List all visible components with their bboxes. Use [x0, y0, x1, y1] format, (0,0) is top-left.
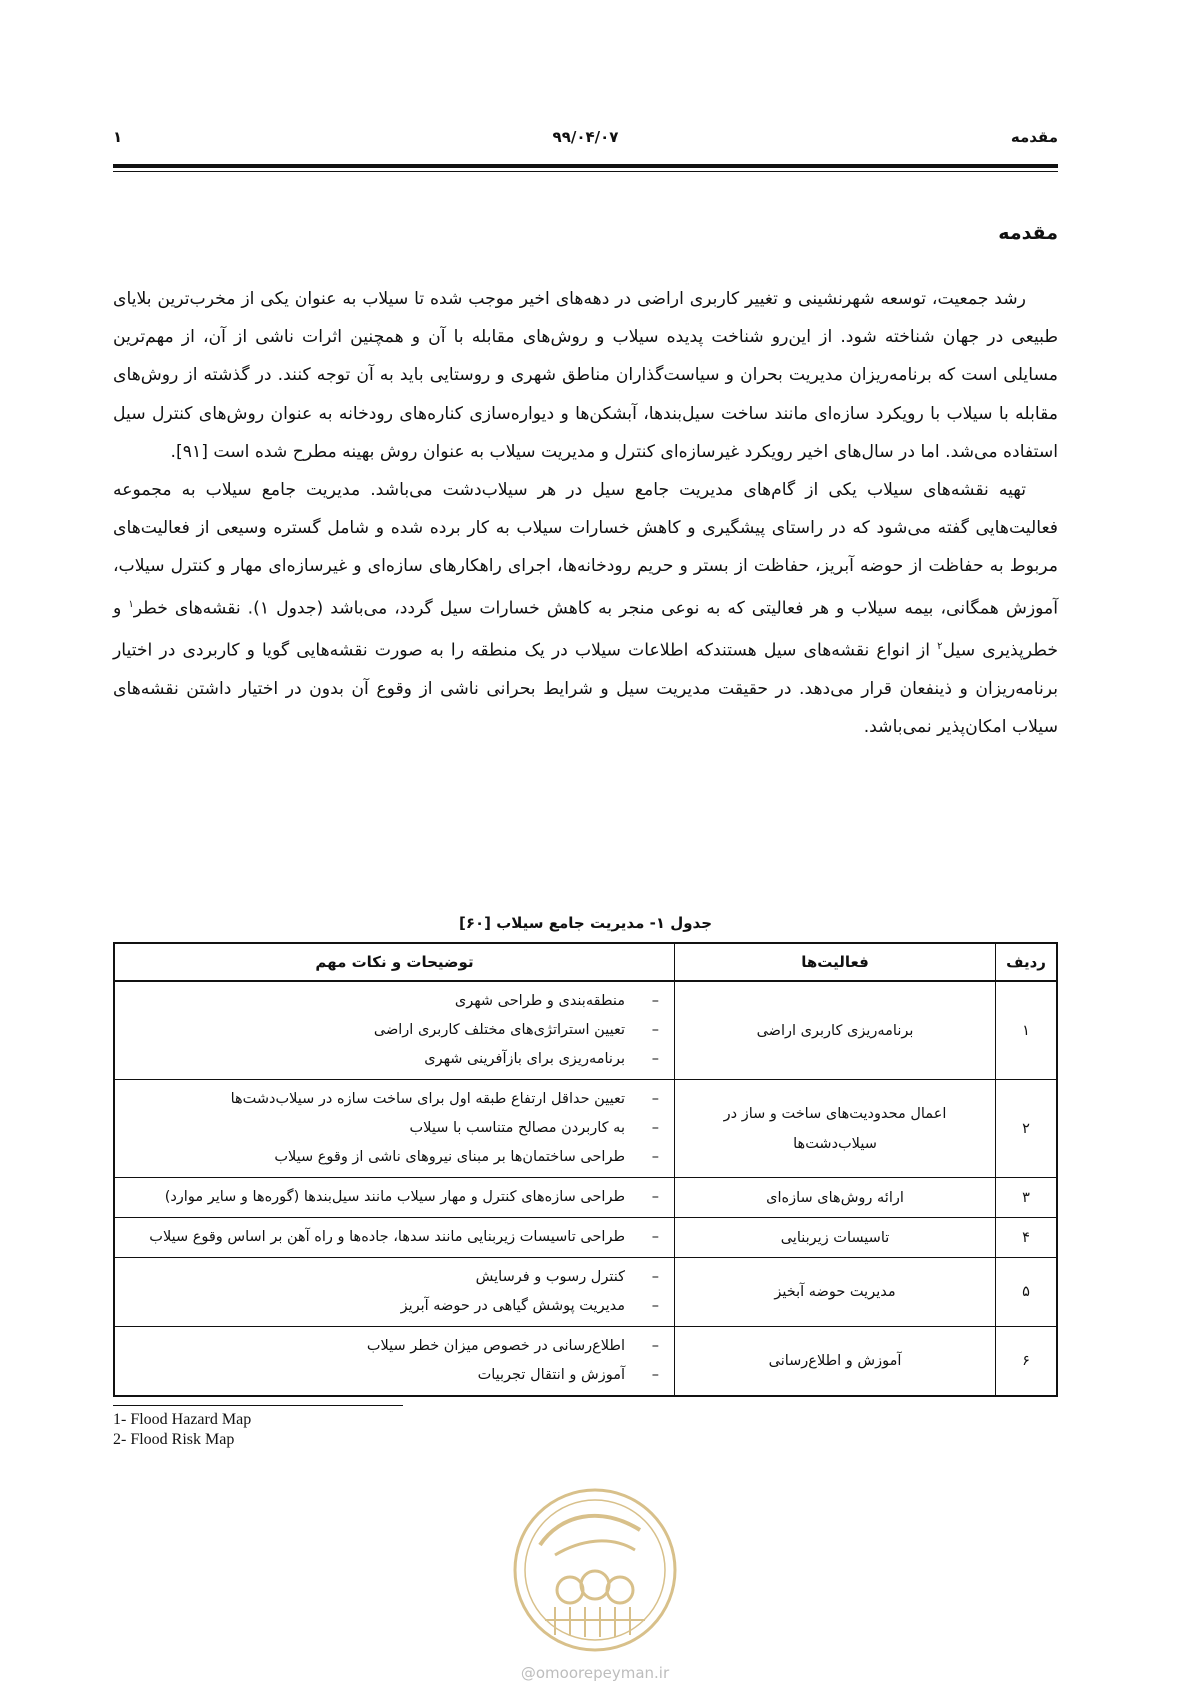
- row-activity: ارائه روش‌های سازه‌ای: [675, 1178, 996, 1218]
- footnote-2: 2- Flood Risk Map: [113, 1431, 235, 1448]
- paragraph-2-part-1: تهیه نقشه‌های سیلاب یکی از گام‌های مدیریت جامع سیل در هر سیلاب‌دشت می‌باشد. مدیریت جامع سیلاب به مجموعه فعالیت‌هایی گفته می‌شود که در راستای پیشگیری و کاهش خسارات سیلاب به کار برده شده و شامل گستره وسیعی از فعالیت‌های مربوط به حفاظت از حوضه آبریز، حفاظت از بستر و حریم رودخانه‌ها، اجرای راهکارهای سازه‌ای و غیرسازه‌ای مهار و کنترل سیلاب، آموزش همگانی، بیمه سیلاب و هر فعالیتی که به نوعی منجر به کاهش خسارات سیل گردد، می‌باشد (جدول ۱). نقشه‌های خطر: [113, 480, 1058, 619]
- list-item: – طراحی ساختمان‌ها بر مبنای نیروهای ناشی از وقوع سیلاب: [124, 1143, 659, 1172]
- page-number: ۱: [113, 128, 123, 146]
- list-item: – به کاربردن مصالح متناسب با سیلاب: [124, 1114, 659, 1143]
- paragraph-2-part-3: از انواع نقشه‌های سیل هستندکه اطلاعات سیلاب در یک منطقه را به صورت نقشه‌هایی گویا و کاربردی در اختیار برنامه‌ریزان و ذینفعان قرار می‌دهد. در حقیقت مدیریت سیل و شرایط بحرانی ناشی از وقوع آن بدون در اختیار داشتن نقشه‌های سیلاب امکان‌پذیر نمی‌باشد.: [113, 640, 1058, 737]
- header-date: ۹۹/۰۴/۰۷: [552, 128, 619, 146]
- table-caption: جدول ۱- مدیریت جامع سیلاب [۶۰]: [458, 914, 713, 932]
- footnote-ref-2: ۲: [937, 640, 943, 652]
- paragraph-2-part-2: و خطرپذیری سیل: [113, 598, 1058, 661]
- row-num: ۳: [996, 1178, 1058, 1218]
- row-desc: [114, 1218, 675, 1258]
- list-item: – منطقه‌بندی و طراحی شهری: [124, 987, 659, 1016]
- list-item: – تعیین استراتژی‌های مختلف کاربری اراضی: [124, 1016, 659, 1045]
- paragraph-1: رشد جمعیت، توسعه شهرنشینی و تغییر کاربری اراضی در دهه‌های اخیر موجب شده تا سیلاب به عنوان یکی از مخرب‌ترین بلایای طبیعی در جهان شناخته شود. از این‌رو شناخت پدیده سیلاب و روش‌های مقابله با آن و همچنین اثرات ناشی از آن، از مهم‌ترین مسایلی است که برنامه‌ریزان مدیریت بحران و سیاست‌گذاران مناطق شهری و روستایی باید به آن توجه کنند. در گذشته از روش‌های مقابله با سیلاب با رویکرد سازه‌ای مانند ساخت سیل‌بندها، آبشکن‌ها و دیواره‌سازی کناره‌های رودخانه به عنوان روش‌های کنترل سیل استفاده می‌شد. اما در سال‌های اخیر رویکرد غیرسازه‌ای کنترل و مدیریت سیلاب به عنوان روش بهینه مطرح شده است [۹۱].: [113, 289, 1058, 462]
- list-item: – طراحی سازه‌های کنترل و مهار سیلاب مانند سیل‌بندها (گوره‌ها و سایر موارد): [124, 1183, 659, 1212]
- flood-management-table: [113, 942, 1058, 1397]
- list-item: – اطلاع‌رسانی در خصوص میزان خطر سیلاب: [124, 1332, 659, 1361]
- list-item: – آموزش و انتقال تجربیات: [124, 1361, 659, 1390]
- table-row: [114, 1178, 1057, 1218]
- row-num: ۱: [996, 981, 1058, 1080]
- header-rule-thick: [113, 164, 1058, 168]
- header-section: مقدمه: [1010, 128, 1058, 146]
- row-activity: اعمال محدودیت‌های ساخت و ساز در سیلاب‌دشت‌ها: [675, 1080, 996, 1178]
- section-title: مقدمه: [998, 222, 1058, 244]
- footnotes: [113, 1410, 251, 1450]
- body-text: [113, 280, 1058, 746]
- list-item: – کنترل رسوب و فرسایش: [124, 1263, 659, 1292]
- watermark-text: @omoorepeyman.ir: [520, 1664, 670, 1682]
- paragraph-2: [113, 471, 1058, 746]
- list-item: – تعیین حداقل ارتفاع طبقه اول برای ساخت سازه در سیلاب‌دشت‌ها: [124, 1085, 659, 1114]
- list-item: – برنامه‌ریزی برای بازآفرینی شهری: [124, 1045, 659, 1074]
- table-row: [114, 1218, 1057, 1258]
- list-item: – طراحی تاسیسات زیربنایی مانند سدها، جاده‌ها و راه آهن بر اساس وقوع سیلاب: [124, 1223, 659, 1252]
- table-header-row: [114, 943, 1057, 981]
- row-desc: [114, 1178, 675, 1218]
- table-row: [114, 1327, 1057, 1397]
- row-activity: برنامه‌ریزی کاربری اراضی: [675, 981, 996, 1080]
- row-num: ۲: [996, 1080, 1058, 1178]
- table-row: [114, 1258, 1057, 1327]
- footnote-ref-1: ۱: [128, 598, 134, 610]
- seal-logo-icon: [510, 1485, 680, 1655]
- list-item: – مدیریت پوشش گیاهی در حوضه آبریز: [124, 1292, 659, 1321]
- row-num: ۴: [996, 1218, 1058, 1258]
- header-rule-thin: [113, 171, 1058, 172]
- row-activity: تاسیسات زیربنایی: [675, 1218, 996, 1258]
- header-num: ردیف: [996, 943, 1058, 981]
- row-num: ۵: [996, 1258, 1058, 1327]
- footnote-rule: [113, 1405, 403, 1406]
- table-row: [114, 1080, 1057, 1178]
- row-desc: [114, 1258, 675, 1327]
- row-activity: آموزش و اطلاع‌رسانی: [675, 1327, 996, 1397]
- header-activity: فعالیت‌ها: [675, 943, 996, 981]
- header-desc: توضیحات و نکات مهم: [114, 943, 675, 981]
- row-desc: [114, 1080, 675, 1178]
- page-header: [113, 128, 1058, 150]
- row-desc: [114, 981, 675, 1080]
- table-row: [114, 981, 1057, 1080]
- row-num: ۶: [996, 1327, 1058, 1397]
- row-activity: مدیریت حوضه آبخیز: [675, 1258, 996, 1327]
- footnote-1: 1- Flood Hazard Map: [113, 1411, 252, 1428]
- row-desc: [114, 1327, 675, 1397]
